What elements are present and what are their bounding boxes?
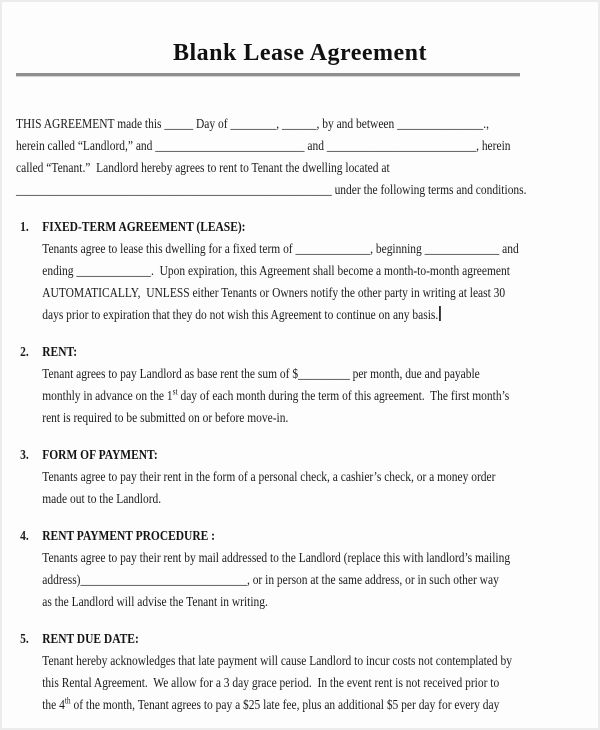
document-title: Blank Lease Agreement xyxy=(172,40,428,66)
section-body xyxy=(42,445,594,511)
intro-paragraph xyxy=(16,114,590,202)
text-line: as the Landlord will advise the Tenant in writing. xyxy=(42,595,268,610)
section-number: 5. xyxy=(20,632,29,647)
text-line xyxy=(42,305,594,327)
document-body xyxy=(2,2,598,717)
section-rent-due-date xyxy=(16,629,594,717)
text-line: Tenants agree to lease this dwelling for a fixed term of _____________, beginning _____________ and xyxy=(42,242,519,257)
text-segment: day of each month during the term of this agreement. The first month’s xyxy=(177,389,510,404)
section-heading: FORM OF PAYMENT: xyxy=(42,448,158,463)
text-line: THIS AGREEMENT made this _____ Day of ________, ______, by and between _______________., xyxy=(16,117,489,132)
text-line xyxy=(42,695,594,717)
text-line: Tenant agrees to pay Landlord as base rent the sum of $_________ per month, due and payable xyxy=(42,367,480,382)
text-line xyxy=(42,386,594,408)
section-number: 2. xyxy=(20,345,29,360)
text-line: address)_____________________________, or in person at the same address, or in such other way xyxy=(42,573,499,588)
section-number: 1. xyxy=(20,220,29,235)
text-line: _______________________________________________________ under the following terms and conditions. xyxy=(16,183,527,198)
title-rule xyxy=(16,73,520,76)
section-heading: RENT PAYMENT PROCEDURE : xyxy=(42,529,215,544)
section-number: 3. xyxy=(20,448,29,463)
text-line: AUTOMATICALLY, UNLESS either Tenants or Owners notify the other party in writing at least 30 xyxy=(42,286,506,301)
text-line: Tenants agree to pay their rent by mail addressed to the Landlord (replace this with landlord’s mailing xyxy=(42,551,511,566)
section-body xyxy=(42,342,594,430)
section-fixed-term-agreement xyxy=(16,217,594,327)
text-segment: of the month, Tenant agrees to pay a $25 late fee, plus an additional $5 per day for every day xyxy=(70,698,500,713)
section-heading: RENT: xyxy=(42,345,78,360)
text-line: Tenant hereby acknowledges that late payment will cause Landlord to incur costs not contemplated by xyxy=(42,654,512,669)
section-heading: FIXED-TERM AGREEMENT (LEASE): xyxy=(42,220,246,235)
ordinal-superscript: st xyxy=(172,386,178,397)
section-body xyxy=(42,526,594,614)
text-segment: the 4 xyxy=(42,698,65,713)
section-body xyxy=(42,629,594,717)
text-line: made out to the Landlord. xyxy=(42,492,162,507)
text-line: called “Tenant.” Landlord hereby agrees to rent to Tenant the dwelling located at xyxy=(16,161,390,176)
text-segment: days prior to expiration that they do not wish this Agreement to continue on any basis. xyxy=(42,308,439,323)
text-line: rent is required to be submitted on or before move-in. xyxy=(42,411,289,426)
section-rent-payment-procedure xyxy=(16,526,594,614)
text-line: this Rental Agreement. We allow for a 3 day grace period. In the event rent is not received prior to xyxy=(42,676,500,691)
ordinal-superscript: th xyxy=(64,695,71,706)
text-segment: monthly in advance on the 1 xyxy=(42,389,173,404)
text-line: herein called “Landlord,” and __________________________ and __________________________, herein xyxy=(16,139,511,154)
section-rent xyxy=(16,342,594,430)
text-cursor-caret xyxy=(439,306,441,321)
text-line: ending _____________. Upon expiration, this Agreement shall become a month-to-month agreement xyxy=(42,264,510,279)
section-form-of-payment xyxy=(16,445,594,511)
text-line: Tenants agree to pay their rent in the form of a personal check, a cashier’s check, or a money order xyxy=(42,470,496,485)
section-body xyxy=(42,217,594,327)
section-number: 4. xyxy=(20,529,29,544)
section-heading: RENT DUE DATE: xyxy=(42,632,139,647)
